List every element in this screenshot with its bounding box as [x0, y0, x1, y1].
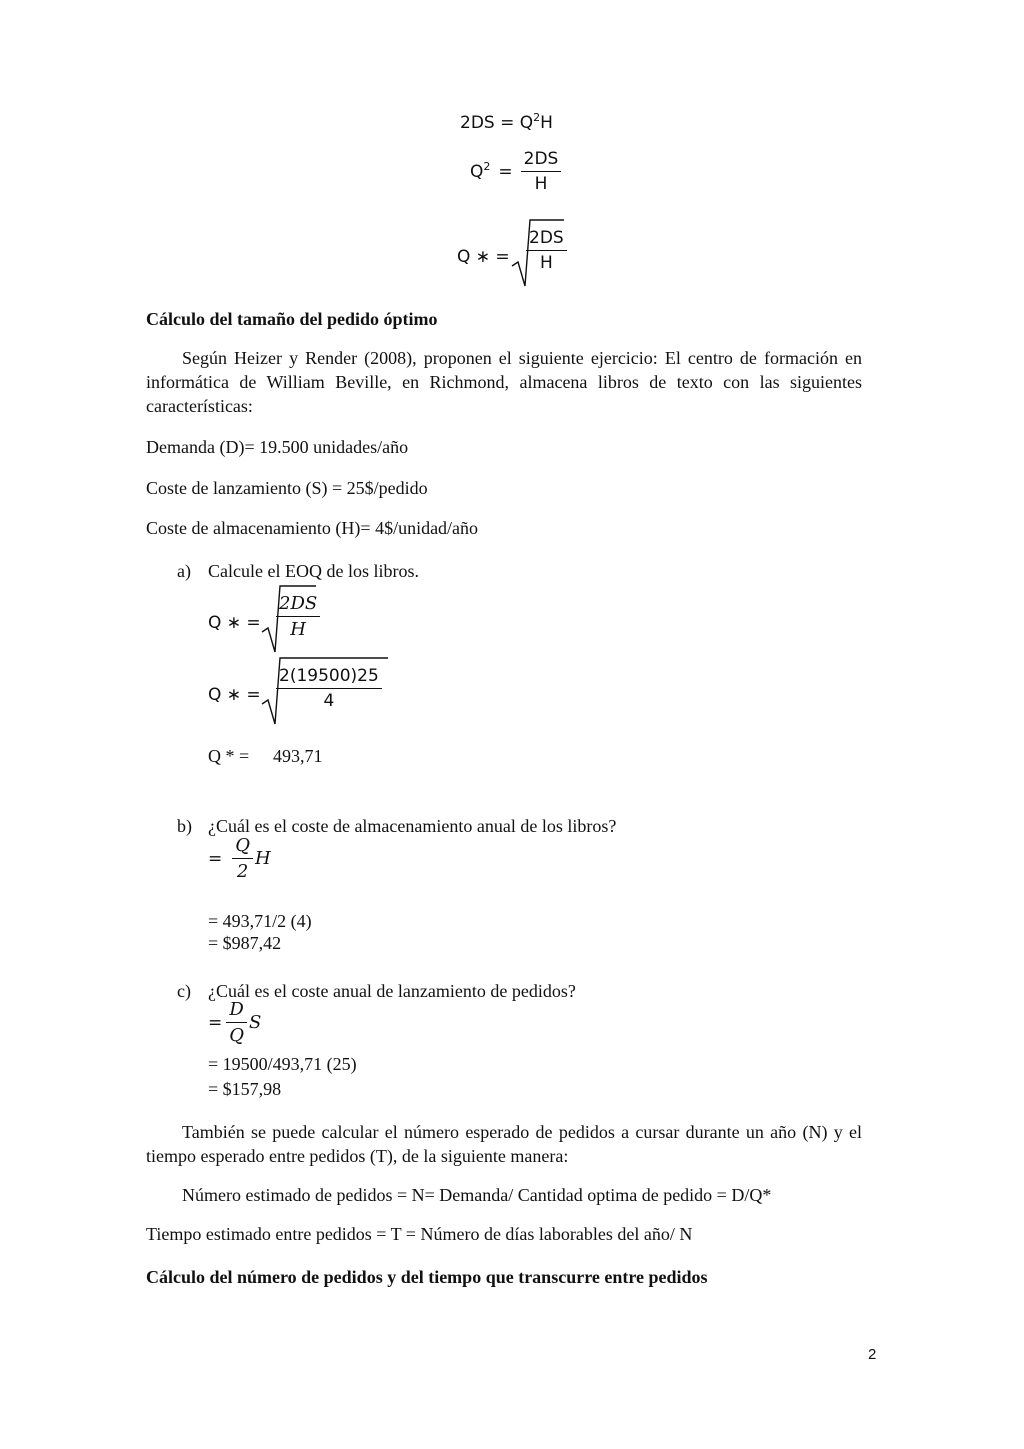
item-c-tail: S: [249, 1012, 262, 1033]
eq2-q: Q: [470, 161, 484, 182]
item-a-f1-left: Q ∗ =: [208, 613, 261, 633]
item-b-numerator: Q: [232, 837, 253, 859]
eq2-denominator: H: [534, 174, 548, 194]
item-c-question: ¿Cuál es el coste anual de lanzamiento de pedidos?: [208, 981, 576, 1001]
item-b-marker: b): [177, 816, 192, 836]
item-c-formula: [208, 1001, 261, 1045]
item-b-step1: = 493,71/2 (4): [208, 911, 312, 931]
eq3-numerator: 2DS: [526, 230, 567, 251]
demand-line: Demanda (D)= 19.500 unidades/año: [146, 437, 409, 457]
item-b-step2: = $987,42: [208, 933, 282, 953]
item-b-formula: [208, 837, 271, 881]
eq2-exponent: 2: [483, 159, 491, 173]
item-c-numerator: D: [226, 1001, 246, 1023]
item-b-tail: H: [255, 848, 271, 869]
eq2-fraction: [521, 151, 562, 193]
item-c-step1: = 19500/493,71 (25): [208, 1054, 357, 1074]
item-a-f2-denominator: 4: [323, 691, 335, 711]
item-c-step2: = $157,98: [208, 1079, 282, 1099]
eq3-left: Q ∗ =: [457, 247, 510, 267]
eq1-q: Q: [519, 113, 534, 133]
item-a-result-label: Q * =: [208, 746, 250, 766]
item-a-f1-fraction: [276, 595, 320, 639]
item-a-marker: a): [177, 561, 191, 581]
equation-2ds-equals-q2h: [460, 111, 553, 133]
paragraph-expected-orders: También se puede calcular el número esperado de pedidos a cursar durante un año (N) y el tiempo esperado entre pedidos (T), de la siguiente manera:: [146, 1122, 862, 1166]
item-a-f1-denominator: H: [290, 619, 306, 640]
item-a-f2-numerator: 2(19500)25: [276, 668, 382, 689]
item-c-denominator: Q: [229, 1025, 245, 1046]
intro-paragraph: Según Heizer y Render (2008), proponen el siguiente ejercicio: El centro de formación en informática de William Beville, en Richmond, almacena libros de texto con las siguientes características:: [146, 348, 862, 416]
eq1-h: H: [540, 113, 553, 133]
item-a-question: Calcule el EOQ de los libros.: [208, 561, 419, 581]
line-number-of-orders: Número estimado de pedidos = N= Demanda/ Cantidad optima de pedido = D/Q*: [182, 1185, 772, 1205]
eq1-exponent: 2: [533, 111, 541, 124]
item-a-f2-left: Q ∗ =: [208, 685, 261, 705]
item-c-marker: c): [177, 981, 191, 1001]
item-b-equals: =: [208, 848, 223, 869]
heading-optimal-order-size: Cálculo del tamaño del pedido óptimo: [146, 309, 438, 329]
eq3-denominator: H: [539, 253, 553, 273]
equation-q2-equals-2ds-over-h: [470, 151, 561, 193]
line-time-between-orders: Tiempo estimado entre pedidos = T = Número de días laborables del año/ N: [146, 1224, 693, 1244]
holding-cost-line: Coste de almacenamiento (H)= 4$/unidad/año: [146, 518, 479, 538]
eq2-numerator: 2DS: [521, 151, 562, 172]
setup-cost-line: Coste de lanzamiento (S) = 25$/pedido: [146, 478, 428, 498]
eq1-left: 2DS =: [460, 113, 515, 133]
item-b-question: ¿Cuál es el coste de almacenamiento anual de los libros?: [208, 816, 617, 836]
heading-number-of-orders: Cálculo del número de pedidos y del tiempo que transcurre entre pedidos: [146, 1267, 708, 1287]
eq2-equals: =: [498, 161, 513, 182]
item-a-result-value: 493,71: [273, 746, 323, 766]
item-a-f2-fraction: [276, 668, 382, 710]
page-number: 2: [868, 1346, 877, 1363]
item-a-f1-numerator: 2DS: [276, 595, 320, 617]
item-c-equals: =: [208, 1012, 223, 1033]
item-b-denominator: 2: [236, 861, 249, 882]
eq3-fraction: [526, 230, 567, 272]
